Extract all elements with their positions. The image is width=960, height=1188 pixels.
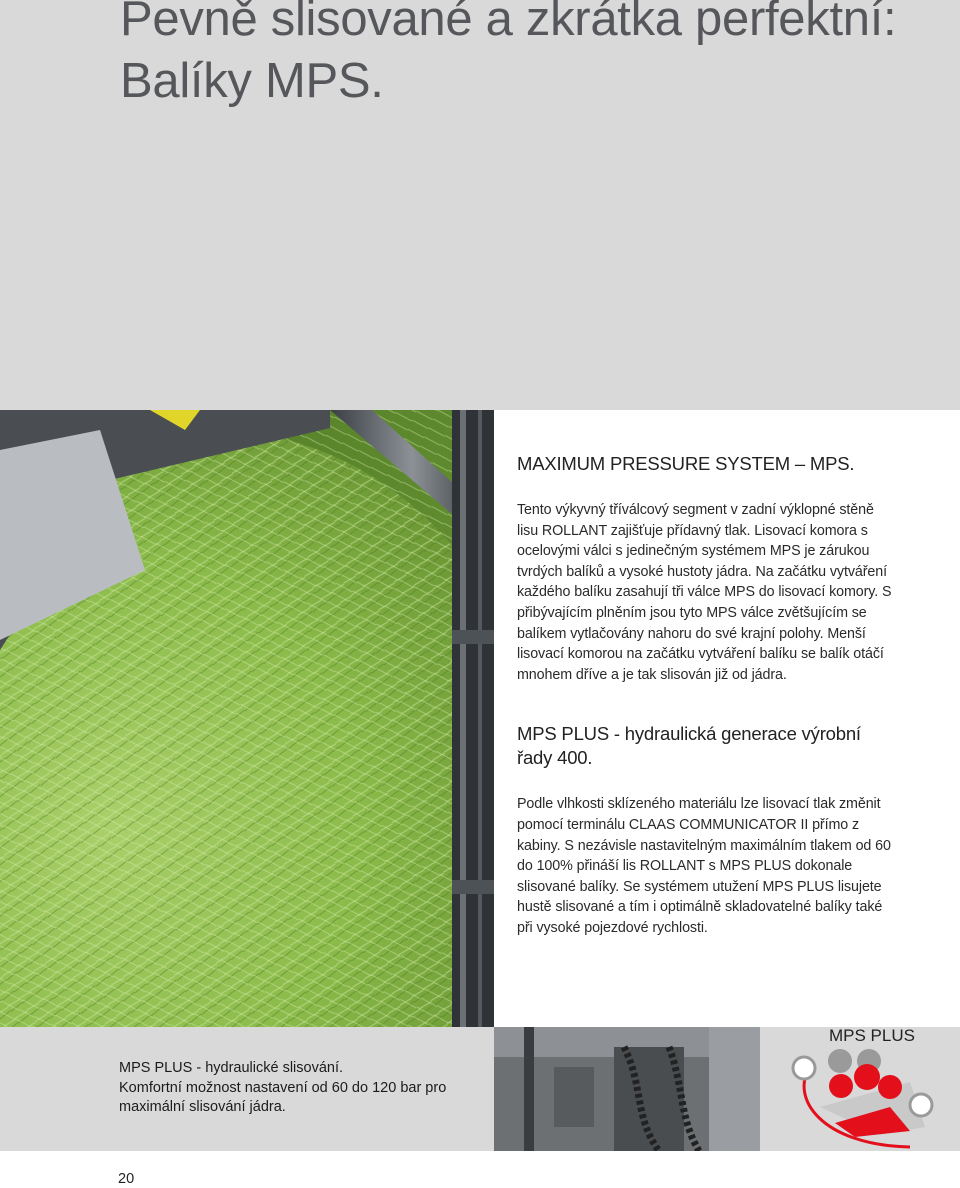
caption-line-1: MPS PLUS - hydraulické slisování.: [119, 1060, 344, 1076]
page-number: 20: [118, 1171, 135, 1187]
section-body-mps-plus: Podle vlhkosti sklízeného materiálu lze lisovací tlak změnit pomocí terminálu CLAAS COMMUNICATOR II přímo z kabiny. S nezávisle nastavitelným maximálním tlakem od 60 do 100% přináší lis ROLLANT s MPS PLUS dokonale slisované balíky. Se systémem utužení MPS PLUS lisujete hustě slisované a tím i optimálně skladovatelné balíky také při vysoké pojezdové rychlosti.: [517, 796, 891, 936]
bale-photo: [0, 410, 494, 1027]
caption-line-2: Komfortní možnost nastavení od 60 do 120 bar pro: [119, 1079, 447, 1096]
section-heading-mps-plus: MPS PLUS - hydraulická generace výrobní řady 400.: [517, 723, 861, 769]
section-heading-mps: MAXIMUM PRESSURE SYSTEM – MPS.: [517, 453, 855, 474]
page-title: [120, 0, 940, 112]
diagram-label: MPS PLUS: [829, 1026, 915, 1045]
photo-caption: [119, 1059, 479, 1118]
title-line-1: Pevně slisované a zkrátka perfektní:: [120, 0, 897, 46]
title-line-2: Balíky MPS.: [120, 54, 384, 108]
section-body-mps: Tento výkyvný tříválcový segment v zadní výklopné stěně lisu ROLLANT zajišťuje přídavný tlak. Lisovací komora s ocelovými válci s jedinečným systémem MPS je zárukou tvrdých balíků a vysoké hustoty jádra. Na začátku vytváření každého balíku zasahují tři válce MPS do lisovací komory. S přibývajícím plněním jsou tyto MPS válce zvětšujícím se balíkem vytlačovány nahoru do své krajní polohy. Menší lisovací komorou na začátku vytváření balíku se balík otáčí mnohem dříve a je tak slisován již od jádra.: [517, 502, 892, 683]
machine-photo: [494, 1027, 760, 1151]
content-column: [517, 452, 897, 939]
caption-line-3: maximální slisování jádra.: [119, 1099, 286, 1115]
